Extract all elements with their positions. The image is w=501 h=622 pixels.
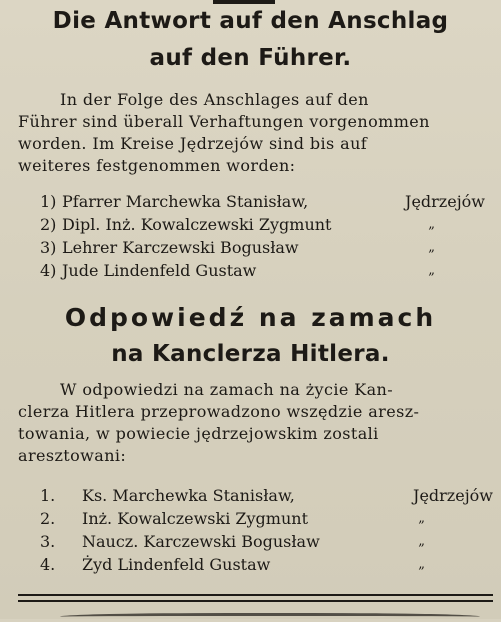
headline-pl-line1: Odpowiedź na zamach: [64, 303, 437, 332]
article-de-line: Führer sind überall Verhaftungen vorgenommen: [18, 112, 430, 131]
divider-rule: [18, 594, 493, 596]
arrest-list-pl: [40, 484, 495, 576]
list-number: 3): [40, 238, 57, 257]
list-item: [40, 507, 495, 530]
list-place: Jędrzejów: [413, 486, 493, 505]
list-item: [40, 236, 495, 259]
column-rule-top: [213, 0, 275, 4]
list-name: Pfarrer Marchewka Stanisław,: [62, 192, 309, 211]
article-de-line: weiteres festgenommen worden:: [18, 156, 296, 175]
list-number: 1): [40, 192, 57, 211]
list-number: 4.: [40, 555, 56, 574]
list-place-ditto: „: [428, 217, 435, 232]
list-place-ditto: „: [428, 240, 435, 255]
list-item: [40, 530, 495, 553]
article-pl-line: aresztowani:: [18, 446, 127, 465]
list-number: 2): [40, 215, 57, 234]
headline-pl-line2: na Kanclerza Hitlera.: [111, 341, 390, 367]
list-place-ditto: „: [418, 557, 425, 572]
article-pl-line: towania, w powiecie jędrzejowskim zostali: [18, 424, 379, 443]
list-number: 3.: [40, 532, 56, 551]
article-de-body: [18, 89, 488, 177]
list-name: Naucz. Karczewski Bogusław: [82, 532, 320, 551]
article-pl-body: [18, 379, 488, 467]
list-name: Żyd Lindenfeld Gustaw: [82, 555, 271, 574]
divider-rule: [18, 600, 493, 602]
list-item: [40, 553, 495, 576]
list-item: [40, 484, 495, 507]
list-name: Ks. Marchewka Stanisław,: [82, 486, 295, 505]
next-headline-fragment: [60, 613, 480, 622]
headline-de-line1: Die Antwort auf den Anschlag: [52, 8, 449, 34]
list-number: 2.: [40, 509, 56, 528]
list-name: Dipl. Inż. Kowalczewski Zygmunt: [62, 215, 332, 234]
article-de-line: worden. Im Kreise Jędrzejów sind bis auf: [18, 134, 368, 153]
list-place-ditto: „: [428, 263, 435, 278]
list-item: [40, 190, 495, 213]
list-place: Jędrzejów: [405, 192, 485, 211]
list-item: [40, 259, 495, 282]
list-item: [40, 213, 495, 236]
headline-de-line2: auf den Führer.: [149, 45, 352, 71]
arrest-list-de: [40, 190, 495, 282]
list-place-ditto: „: [418, 511, 425, 526]
article-pl-line: W odpowiedzi na zamach na życie Kan-: [60, 380, 394, 399]
list-number: 1.: [40, 486, 56, 505]
article-de-line: In der Folge des Anschlages auf den: [60, 90, 369, 109]
list-name: Inż. Kowalczewski Zygmunt: [82, 509, 309, 528]
list-name: Jude Lindenfeld Gustaw: [62, 261, 257, 280]
list-name: Lehrer Karczewski Bogusław: [62, 238, 299, 257]
article-pl-line: clerza Hitlera przeprowadzono wszędzie aresz-: [18, 402, 420, 421]
list-number: 4): [40, 261, 57, 280]
list-place-ditto: „: [418, 534, 425, 549]
